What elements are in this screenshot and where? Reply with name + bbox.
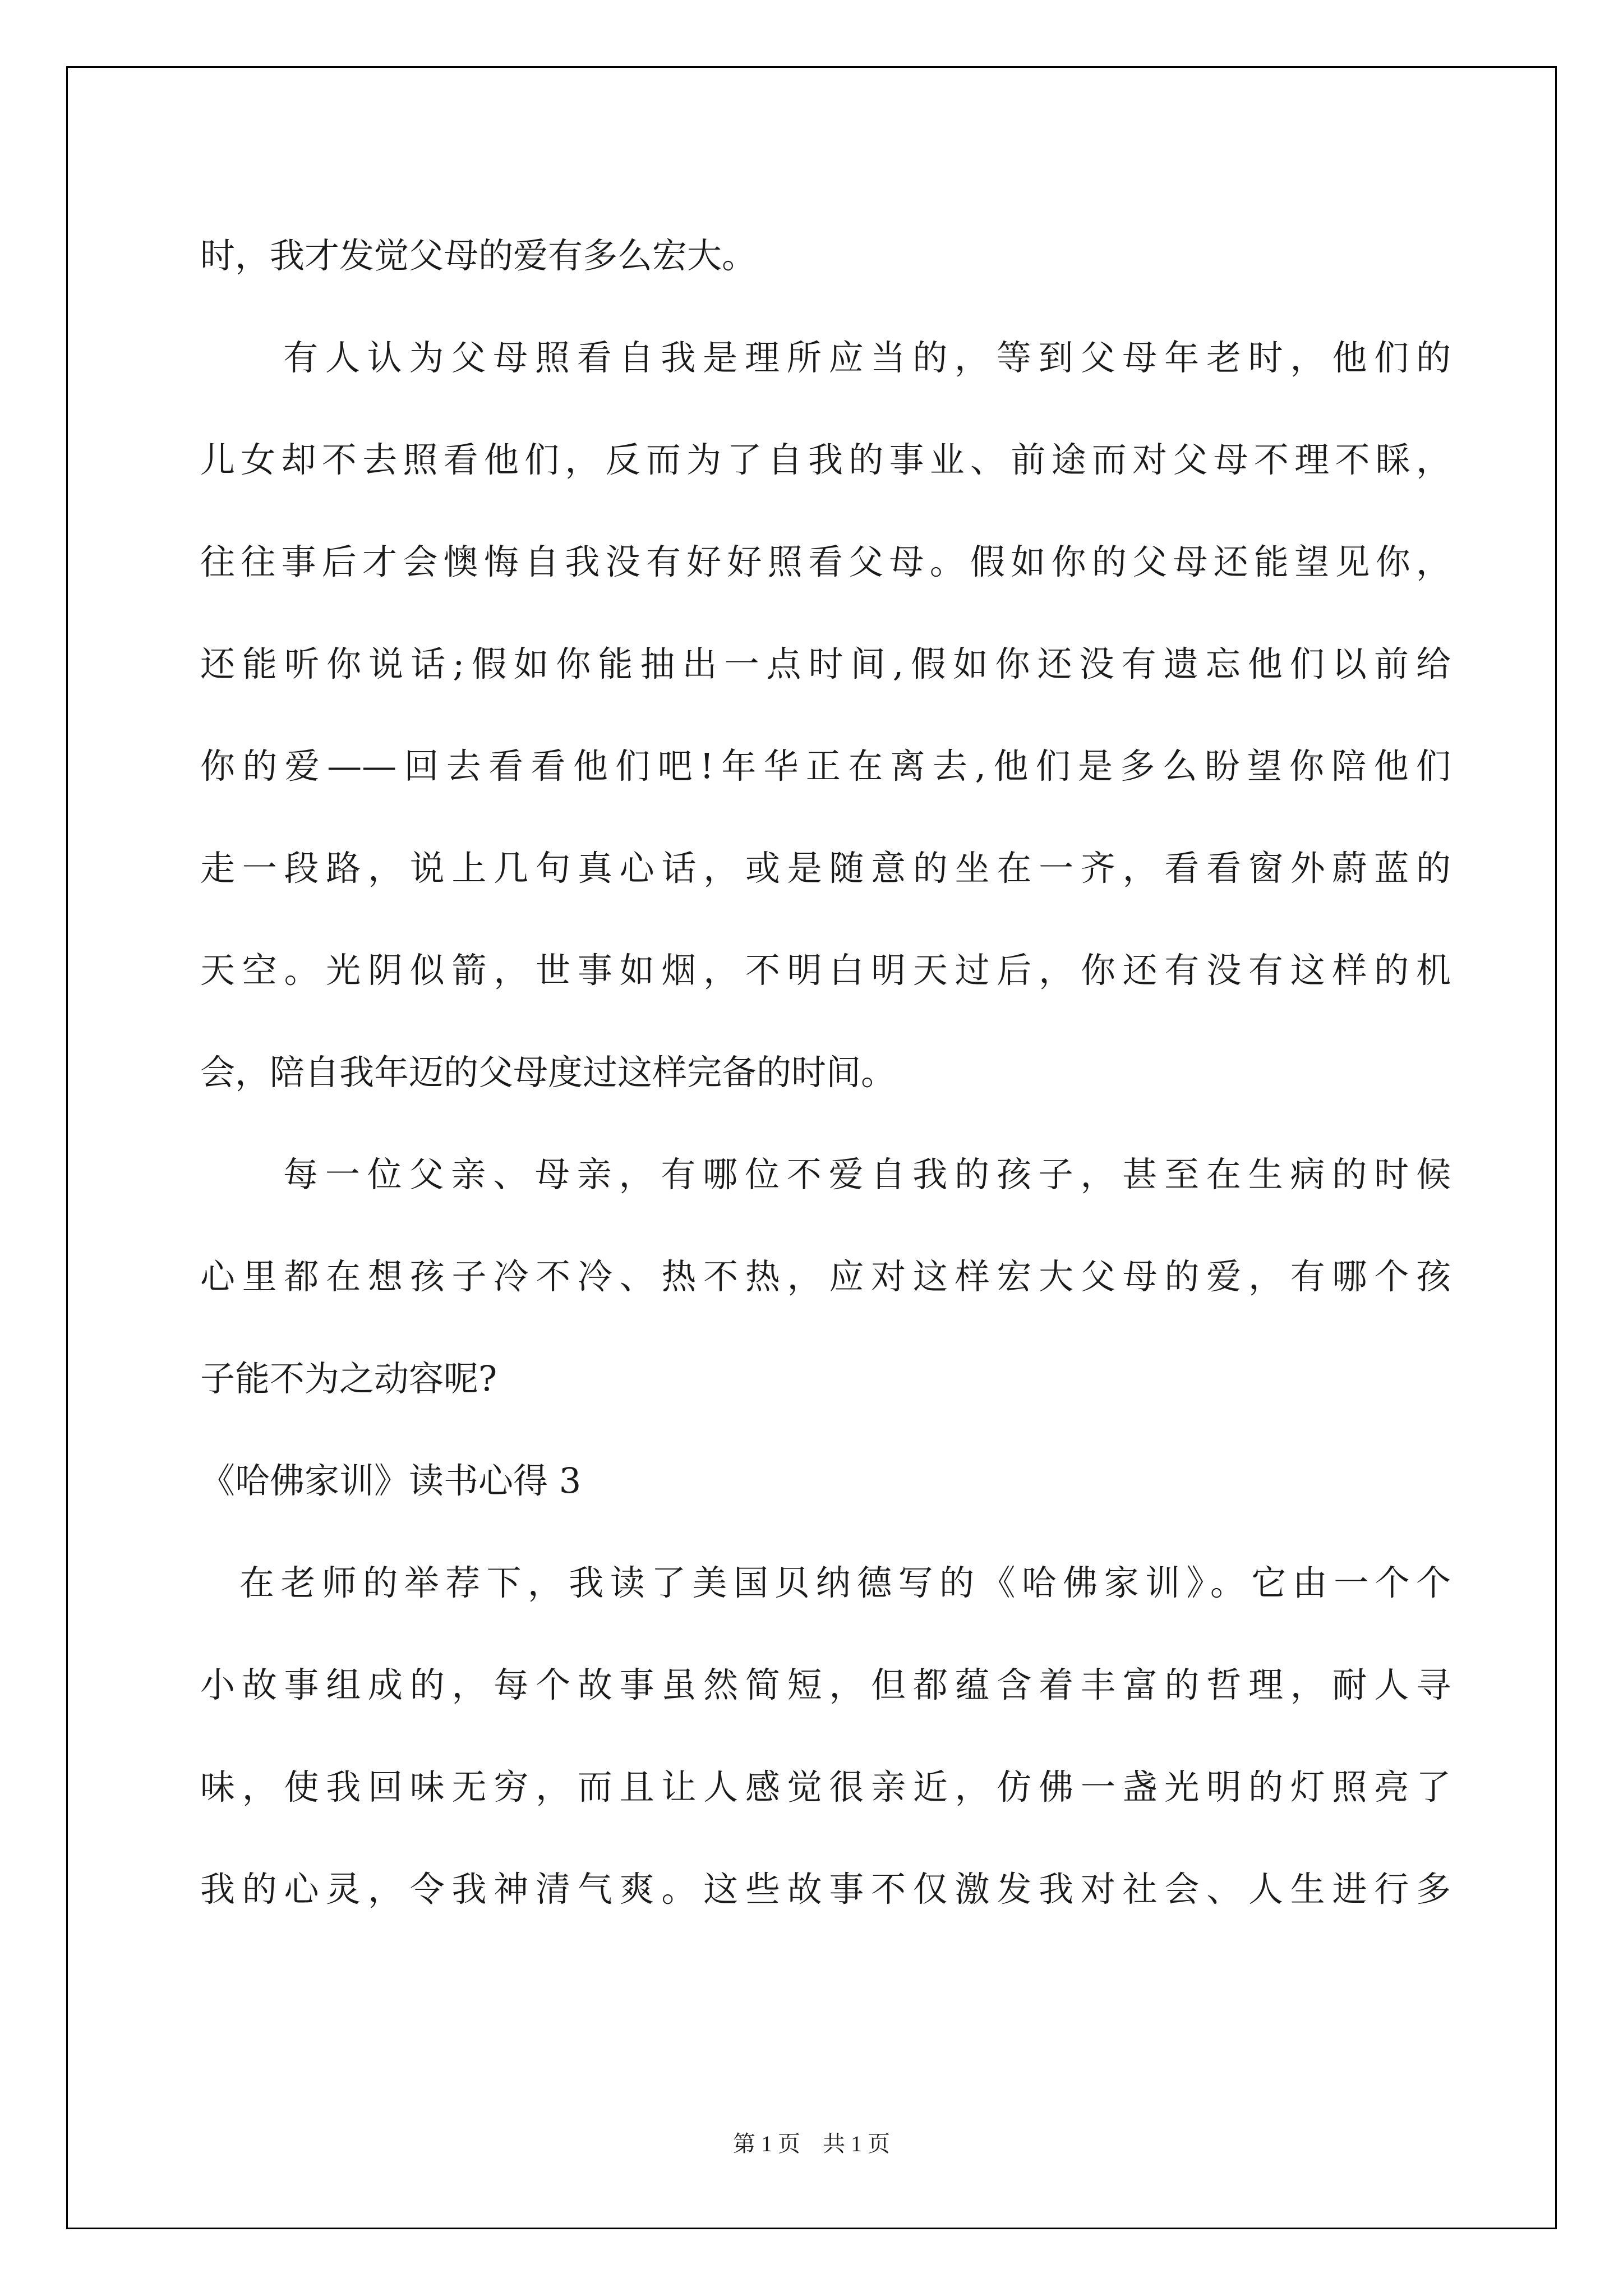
- text-line: 往往事后才会懊悔自我没有好好照看父母。假如你的父母还能望见你，: [200, 541, 1451, 582]
- text-line: 我的心灵，令我神清气爽。这些故事不仅激发我对社会、人生进行多: [200, 1869, 1451, 1910]
- section-heading: 《哈佛家训》读书心得 3: [200, 1460, 582, 1501]
- text-line: 你的爱——回去看看他们吧!年华正在离去,他们是多么盼望你陪他们: [200, 746, 1451, 786]
- text-line: 在老师的举荐下，我读了美国贝纳德写的《哈佛家训》。它由一个个: [239, 1562, 1451, 1603]
- text-line: 有人认为父母照看自我是理所应当的，等到父母年老时，他们的: [283, 337, 1451, 378]
- text-line: 子能不为之动容呢?: [200, 1358, 497, 1399]
- text-line: 小故事组成的，每个故事虽然简短，但都蕴含着丰富的哲理，耐人寻: [200, 1664, 1451, 1705]
- text-line: 走一段路，说上几句真心话，或是随意的坐在一齐，看看窗外蔚蓝的: [200, 848, 1451, 889]
- text-line: 时，我才发觉父母的爱有多么宏大。: [200, 235, 757, 276]
- document-body: [200, 205, 1451, 1940]
- text-line: 味，使我回味无穷，而且让人感觉很亲近，仿佛一盏光明的灯照亮了: [200, 1766, 1451, 1807]
- text-line: 儿女却不去照看他们，反而为了自我的事业、前途而对父母不理不睬，: [200, 439, 1451, 480]
- text-line: 会，陪自我年迈的父母度过这样完备的时间。: [200, 1052, 896, 1093]
- text-line: 心里都在想孩子冷不冷、热不热，应对这样宏大父母的爱，有哪个孩: [200, 1256, 1451, 1297]
- text-line: 每一位父亲、母亲，有哪位不爱自我的孩子，甚至在生病的时候: [283, 1154, 1451, 1195]
- text-line: 天空。光阴似箭，世事如烟，不明白明天过后，你还有没有这样的机: [200, 950, 1451, 991]
- page-footer: 第 1 页 共 1 页: [733, 2131, 890, 2156]
- text-line: 还能听你说话;假如你能抽出一点时间,假如你还没有遗忘他们以前给: [200, 643, 1451, 684]
